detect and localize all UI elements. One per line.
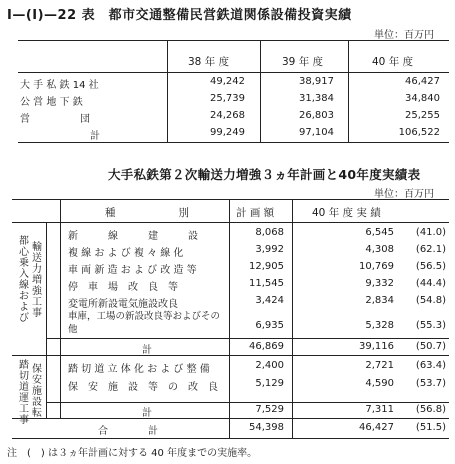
rate-value: (50.7) [415, 341, 446, 352]
value-39: 97,104 [299, 127, 334, 138]
actual-value: 10,769 [359, 261, 394, 272]
rate-value: (54.8) [415, 295, 446, 306]
row-label: 車庫，工場の新設改良等およびその他 [68, 311, 221, 335]
actual-value: 4,308 [365, 244, 394, 255]
value-39: 31,384 [299, 93, 334, 104]
value-40: 25,255 [405, 110, 440, 121]
plan-value: 7,529 [255, 404, 284, 415]
rate-value: (56.8) [415, 404, 446, 415]
row-label: 保 安 施 設 等 の 改 良 [68, 382, 218, 393]
row-label: 車 両 新 造 お よ び 改 造 等 [68, 265, 197, 276]
actual-value: 46,427 [359, 422, 394, 433]
row-label: 営 団 [20, 114, 90, 125]
footnote: 注 ( ) は３ヵ年計画に対する 40 年度までの実施率。 [7, 448, 258, 459]
plan-value: 46,869 [249, 341, 284, 352]
rate-value: (44.4) [415, 278, 446, 289]
plan-value: 3,424 [255, 295, 284, 306]
plan-value: 8,068 [255, 227, 284, 238]
row-label: 停 車 場 改 良 等 [68, 282, 178, 293]
value-38: 49,242 [210, 76, 245, 87]
plan-value: 12,905 [249, 261, 284, 272]
table1-header-39: 39 年 度 [282, 56, 324, 68]
plan-value: 6,935 [255, 320, 284, 331]
total-label: 計 [90, 131, 100, 142]
row-label: 新 線 建 設 [68, 231, 198, 242]
value-40: 46,427 [405, 76, 440, 87]
value-38: 24,268 [210, 110, 245, 121]
value-38: 25,739 [210, 93, 245, 104]
plan-value: 3,992 [255, 244, 284, 255]
actual-value: 5,328 [365, 320, 394, 331]
actual-value: 4,590 [365, 378, 394, 389]
rate-value: (53.7) [415, 378, 446, 389]
table1-unit: 単位：百万円 [374, 30, 434, 41]
subtotal-label: 計 [142, 345, 152, 356]
rate-value: (41.0) [415, 227, 446, 238]
actual-value: 2,721 [365, 360, 394, 371]
table2-unit: 単位：百万円 [374, 189, 434, 200]
rate-value: (55.3) [415, 320, 446, 331]
actual-value: 7,311 [365, 404, 394, 415]
table2-header-category: 種 別 [105, 207, 189, 219]
value-38: 99,249 [210, 127, 245, 138]
value-40: 106,522 [398, 127, 440, 138]
row-label: 公 営 地 下 鉄 [20, 97, 83, 108]
table1-header-40: 40 年 度 [372, 56, 414, 68]
table1-title: Ⅰ—(Ⅰ)—22 表 都市交通整備民営鉄道関係設備投資実績 [7, 8, 352, 23]
rate-value: (63.4) [415, 360, 446, 371]
plan-value: 5,129 [255, 378, 284, 389]
table2-header-actual: 40 年 度 実 績 [312, 207, 381, 219]
actual-value: 6,545 [365, 227, 394, 238]
plan-value: 54,398 [249, 422, 284, 433]
value-39: 38,917 [299, 76, 334, 87]
row-label: 複 線 お よ び 複 々 線 化 [68, 248, 184, 259]
actual-value: 39,116 [359, 341, 394, 352]
total-label: 合 計 [98, 426, 158, 437]
rate-value: (56.5) [415, 261, 446, 272]
actual-value: 9,332 [365, 278, 394, 289]
table1-header-38: 38 年 度 [188, 56, 230, 68]
rate-value: (62.1) [415, 244, 446, 255]
table2-title: 大手私鉄第２次輸送力増強３ヵ年計画と40年度実績表 [108, 167, 421, 182]
value-40: 34,840 [405, 93, 440, 104]
plan-value: 2,400 [255, 360, 284, 371]
plan-value: 11,545 [249, 278, 284, 289]
rate-value: (51.5) [415, 422, 446, 433]
subtotal-label: 計 [142, 408, 152, 419]
row-label: 大 手 私 鉄 14 社 [20, 80, 99, 91]
table2-header-plan: 計 画 額 [236, 207, 275, 219]
row-label: 踏 切 道 立 体 化 お よ び 整 備 [68, 364, 210, 375]
actual-value: 2,834 [365, 295, 394, 306]
value-39: 26,803 [299, 110, 334, 121]
row-label: 変電所新設電気施設改良 [68, 299, 178, 310]
